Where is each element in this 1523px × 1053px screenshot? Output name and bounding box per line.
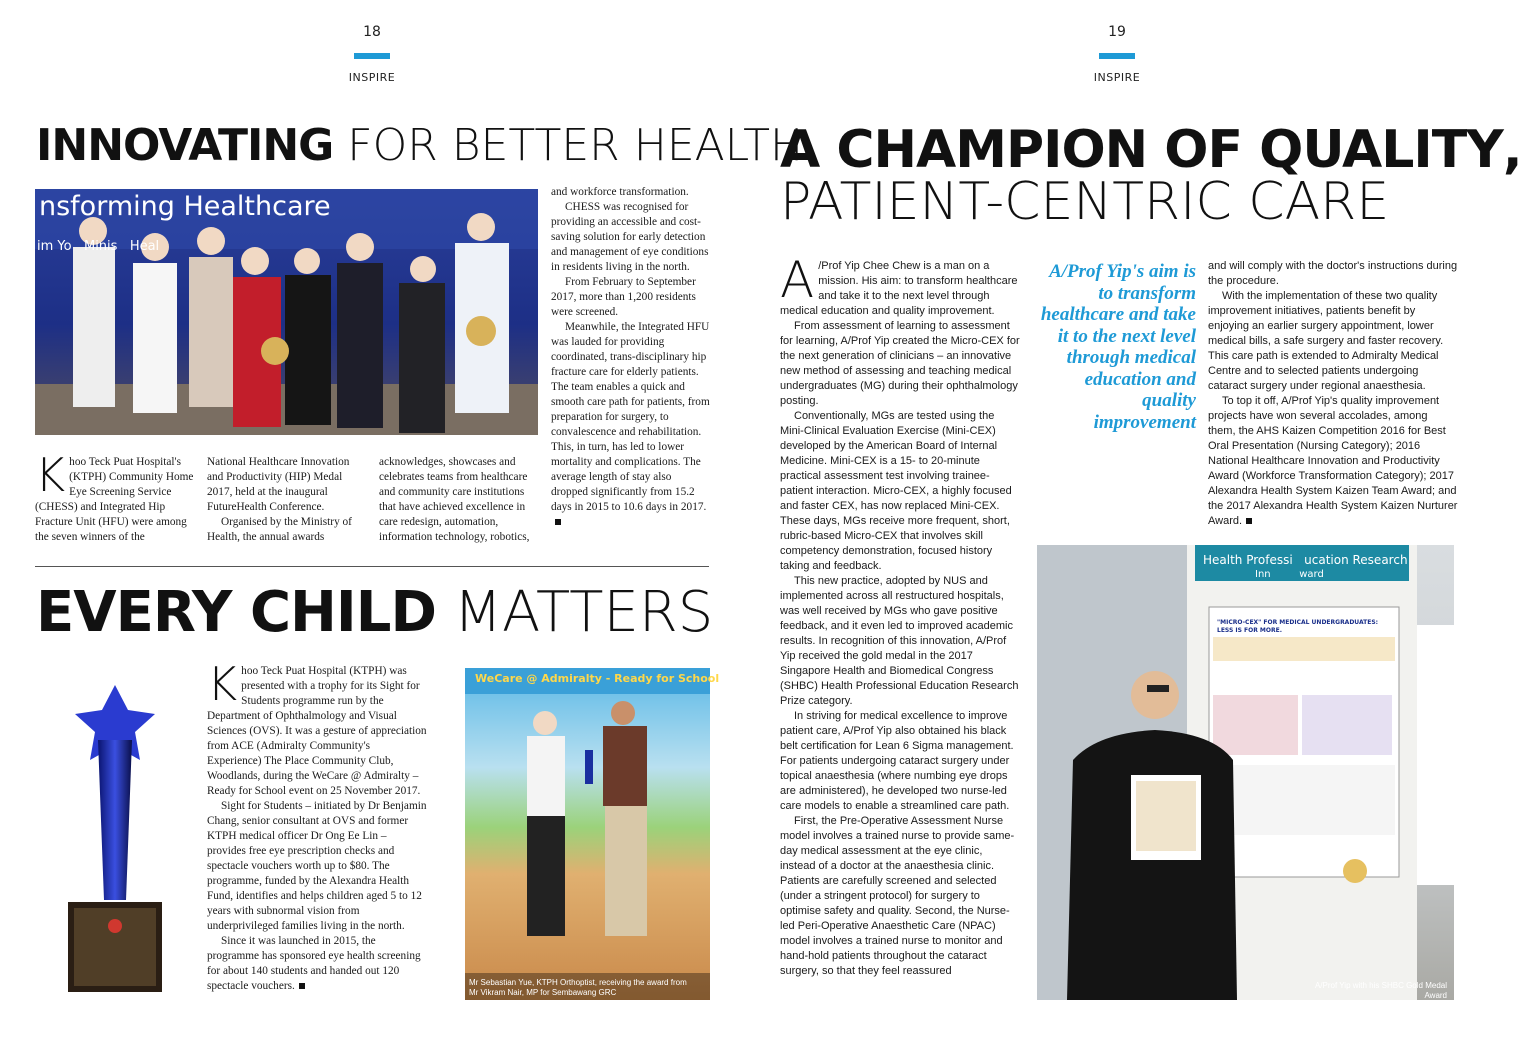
poster-header-text: Health Professi ucation Research [1203,553,1408,567]
trophy-image [60,680,170,995]
page-number-left: 18 [363,24,381,40]
article1-col2-text-2: Organised by the Ministry of Health, the annual awards [207,516,352,543]
poster-photo-illustration [1037,545,1454,1000]
article-headline-patient-centric [780,172,1390,232]
champion-p2: From assessment of learning to assessment for learning, A/Prof Yip created the Micro-CEX for the next generation of clinicians – an innovative new method of assessing and teaching medical undergraduates (MG) during their ophthalmology posting. [780,320,1020,407]
trophy-illustration [60,680,170,995]
article2-p2: Sight for Students – initiated by Dr Benjamin Chang, senior consultant at OVS and former KTPH medical officer Dr Ong Ee Lin – provides free eye prescription checks and spectacle vouchers worth up to $80. The programme, funded by the Alexandra Health Fund, identifies and helps children aged 5 to 12 years with subnormal vision from underprivileged families living in the north. [207,800,427,932]
wecare-banner-text: WeCare @ Admiralty - Ready for School [475,672,720,685]
headline-light: FOR BETTER HEALTH [347,120,804,171]
champion-col3-p2: With the implementation of these two quality improvement initiatives, patients benefit by enjoying an earlier surgery appointment, lower medical bills, a safe surgery and faster recovery. This care path is extended to Admiralty Medical Centre and to selected patients undergoing cataract surgery under regional anaesthesia. [1208,290,1444,392]
article1-col4-p1: and workforce transformation. [551,186,689,198]
wecare-photo-caption: Mr Sebastian Yue, KTPH Orthoptist, receiving the award from Mr Vikram Nair, MP for Sembawang GRC [469,978,687,997]
page-number-bar-right [1099,53,1135,59]
champion-column-3 [1208,259,1458,529]
photo-banner-sub: im Yo Minis Heal [37,239,160,254]
article-divider [35,566,709,567]
end-mark [555,519,561,525]
article2-p3: Since it was launched in 2015, the programme has sponsored eye health screening for about 140 students and handed out 120 spectacle vouchers. [207,935,421,992]
dropcap: A [780,251,815,309]
article1-col3-text: acknowledges, showcases and celebrates teams from healthcare and community care institutions that have achieved excellence in care redesign, automation, information technology, robotics, [379,456,530,543]
headline-bold: EVERY CHILD [36,580,436,645]
page-number-bar-left [354,53,390,59]
wecare-photo-illustration [465,668,710,1000]
section-label-left: INSPIRE [348,71,396,84]
poster-photo-caption: A/Prof Yip with his SHBC Gold Medal Award [1314,981,1447,1000]
article2-p1: hoo Teck Puat Hospital (KTPH) was presented with a trophy for its Sight for Students programme run by the Department of Ophthalmology and Visual Sciences (OVS). It was a gesture of appreciation from ACE (Admiralty Community's Experience) The Place Community Club, Woodlands, during the WeCare @ Admiralty – Ready for School event on 25 November 2017. [207,665,427,797]
pull-quote: A/Prof Yip's aim is to transform healthcare and take it to the next level through medical education and quality improvement [1040,261,1196,433]
article-headline-every-child [36,580,714,645]
article1-column-1 [35,448,195,545]
poster-title: "MICRO-CEX" FOR MEDICAL UNDERGRADUATES: LESS IS FOR MORE. [1217,619,1379,634]
headline-bold: INNOVATING [36,120,334,171]
champion-column-1 [780,251,1020,979]
headline-light: PATIENT-CENTRIC CARE [780,172,1390,232]
champion-p5: In striving for medical excellence to improve patient care, A/Prof Yip also obtained his black belt certification for Lean 6 Sigma management. For patients undergoing cataract surgery under topical anaesthesia (where numbing eye drops are administered), he developed two nurse-led care models to enable a streamlined care path. [780,710,1014,812]
champion-p4: This new practice, adopted by NUS and implemented across all restructured hospitals, was well received by MGs who gave positive feedback, and it even led to improved academic results. In recognition of this innovation, A/Prof Yip received the gold medal in the 2017 Singapore Health and Biomedical Congress (SHBC) Health Professional Education Research Prize category. [780,575,1019,707]
article1-column-2 [207,455,367,545]
poster-award-photo [1037,545,1454,1000]
article1-column-4 [551,185,711,530]
poster-header-sub: Inn ward [1255,569,1324,580]
article1-col4-p2: CHESS was recognised for providing an accessible and cost-saving solution for early detection and management of eye conditions in residents living in the north. [551,201,709,273]
champion-p1: /Prof Yip Chee Chew is a man on a mission. His aim: to transform healthcare and take it to the next level through medical education and quality improvement. [780,260,1018,317]
champion-p6: First, the Pre-Operative Assessment Nurse model involves a trained nurse to provide same-day medical assessment at the eye clinic, instead of a doctor at the anaesthesia clinic. Patients are carefully screened and selected (under a stringent protocol) for surgery to optimise safety and quality. Second, the Nurse-led Peri-Operative Anaesthetic Care (NPAC) model involves a trained nurse to monitor and hand-hold patients throughout the cataract surgery, so that they feel reassured [780,815,1015,977]
article1-col4-p3: From February to September 2017, more than 1,200 residents were screened. [551,276,696,318]
champion-col3-p1: and will comply with the doctor's instructions during the procedure. [1208,260,1458,287]
article2-body [207,657,427,994]
article-headline-innovating [36,120,804,171]
wecare-award-photo [465,668,720,1000]
dropcap: K [207,657,238,711]
photo-banner-text: nsforming Healthcare [39,191,331,222]
headline-light: MATTERS [453,580,714,645]
headline-comma: , [1502,120,1523,180]
headline-bold: A CHAMPION OF QUALITY [780,120,1503,180]
page-number-right: 19 [1108,24,1126,40]
champion-p3: Conventionally, MGs are tested using the Mini-Clinical Evaluation Exercise (Mini-CEX) developed by the American Board of Internal Medicine. Mini-CEX is a 15- to 20-minute practical assessment test involving trainee-patient interaction. Micro-CEX, a highly focused and faster CEX, has now replaced Mini-CEX. These days, MGs receive more frequent, short, rubric-based Micro-CEX that involves skill competency demonstration, focused history taking and feedback. [780,410,1012,572]
article1-col1-text: hoo Teck Puat Hospital's (KTPH) Community Home Eye Screening Service (CHESS) and Integrated Hip Fracture Unit (HFU) were among the seven winners of the [35,456,194,543]
dropcap: K [35,448,66,502]
article1-col4-p4: Meanwhile, the Integrated HFU was lauded for providing coordinated, trans-disciplinary hip fracture care for elderly patients. The team enables a quick and smooth care path for patients, from preparation for surgery, to convalescence and rehabilitation. This, in turn, has led to lower mortality and complications. The average length of stay also dropped significantly from 15.2 days in 2015 to 10.6 days in 2017. [551,321,710,513]
award-group-photo [35,189,538,435]
section-label-right: INSPIRE [1093,71,1141,84]
end-mark [299,983,305,989]
end-mark [1246,518,1252,524]
champion-col3-p3: To top it off, A/Prof Yip's quality improvement projects have won several accolades, among them, the AHS Kaizen Competition 2016 for Best Oral Presentation (Nursing Category); 2016 National Healthcare Innovation and Productivity Award (Workforce Transformation Category); 2017 Alexandra Health System Kaizen Team Award; and the 2017 Alexandra Health System Kaizen Nurturer Award. [1208,395,1458,527]
group-photo-illustration [35,189,538,435]
article1-column-3 [379,455,539,545]
article-headline-champion [780,120,1523,180]
article1-col2-text: National Healthcare Innovation and Productivity (HIP) Medal 2017, held at the inaugural FutureHealth Conference. [207,456,350,513]
